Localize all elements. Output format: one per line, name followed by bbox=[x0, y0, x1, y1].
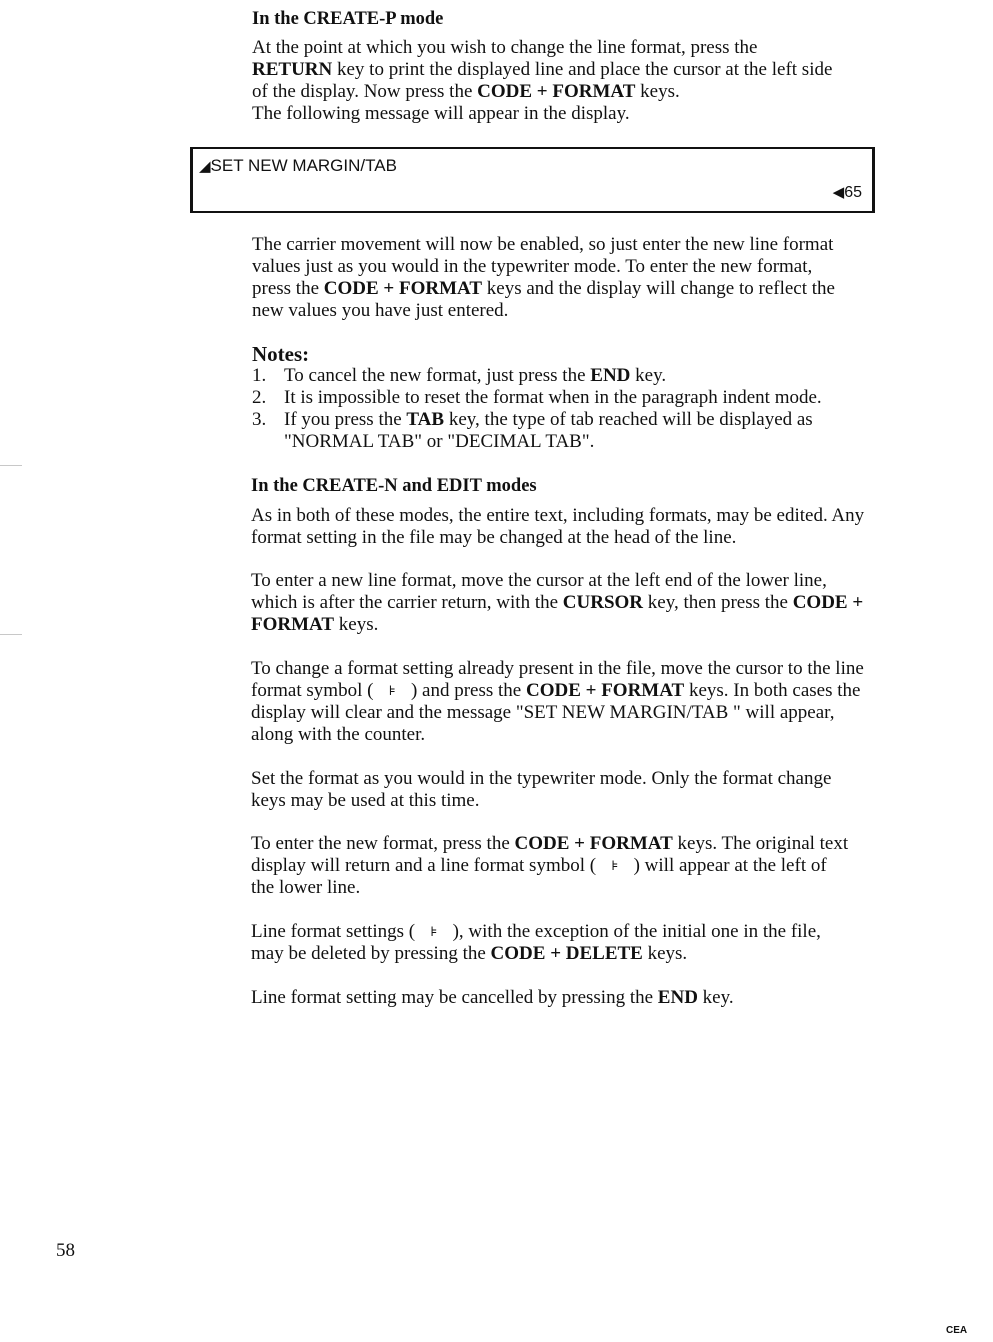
lcd-display-box bbox=[190, 147, 875, 213]
paragraph-change-format: To change a format setting already present in the file, move the cursor to the line format symbol ( ⊧ ) and press the CODE + FORMAT keys. In both cases the display will clear and the message "SET NEW MARGIN/TAB " will appear, along with the counter. bbox=[251, 658, 864, 745]
note-item: 2. It is impossible to reset the format when in the paragraph indent mode. bbox=[252, 387, 822, 408]
paragraph-delete-settings: Line format settings ( ⊧ ), with the exception of the initial one in the file, may be deleted by pressing the CODE + DELETE keys. bbox=[251, 921, 821, 964]
note-item: 3. If you press the TAB key, the type of tab reached will be displayed as "NORMAL TAB" or "DECIMAL TAB". bbox=[252, 409, 813, 452]
line-format-symbol-icon: ⊧ bbox=[611, 858, 619, 873]
notes-title: Notes: bbox=[252, 342, 310, 366]
paragraph-edit-modes: As in both of these modes, the entire text, including formats, may be edited. Any format setting in the file may be changed at the head of the line. bbox=[251, 505, 865, 548]
scan-artifact bbox=[0, 465, 22, 466]
paragraph-set-format: Set the format as you would in the typewriter mode. Only the format change keys may be used at this time. bbox=[251, 768, 832, 811]
counter-arrow-icon: ◀ bbox=[832, 184, 845, 201]
footer-code: CEA bbox=[946, 1325, 968, 1336]
note-item: 1. To cancel the new format, just press the END key. bbox=[252, 365, 667, 386]
paragraph-cancel-setting: Line format setting may be cancelled by pressing the END key. bbox=[251, 987, 734, 1008]
section-heading-create-p: In the CREATE-P mode bbox=[252, 9, 444, 29]
notes-block bbox=[252, 343, 862, 453]
paragraph-enter-format-result: To enter the new format, press the CODE + FORMAT keys. The original text display will return and a line format symbol ( ⊧ ) will appear at the left of the lower line. bbox=[251, 833, 849, 898]
line-format-symbol-icon: ⊧ bbox=[430, 924, 438, 939]
scan-artifact bbox=[0, 634, 22, 635]
page-number: 58 bbox=[56, 1240, 75, 1261]
line-format-symbol-icon: ⊧ bbox=[388, 683, 396, 698]
section-heading-create-n-edit: In the CREATE-N and EDIT modes bbox=[251, 476, 537, 496]
paragraph-enter-new-format: To enter a new line format, move the cursor at the left end of the lower line, which is after the carrier return, with the CURSOR key, then press the CODE + FORMAT keys. bbox=[251, 570, 864, 635]
margin-triangle-icon: ◢ bbox=[199, 158, 211, 175]
following-message-line: The following message will appear in the display. bbox=[252, 103, 630, 124]
display-message: ◢SET NEW MARGIN/TAB bbox=[199, 156, 397, 175]
paragraph-create-p-instructions: At the point at which you wish to change the line format, press the RETURN key to print the displayed line and place the cursor at the left side of the display. Now press the CODE + FORMAT keys. The following message will appear in the display. bbox=[252, 37, 852, 125]
display-counter: ◀65 bbox=[832, 184, 862, 201]
paragraph-carrier-movement: The carrier movement will now be enabled, so just enter the new line format values just as you would in the typewriter mode. To enter the new format, press the CODE + FORMAT keys and the display will change to reflect the new values you have just entered. bbox=[252, 234, 835, 321]
